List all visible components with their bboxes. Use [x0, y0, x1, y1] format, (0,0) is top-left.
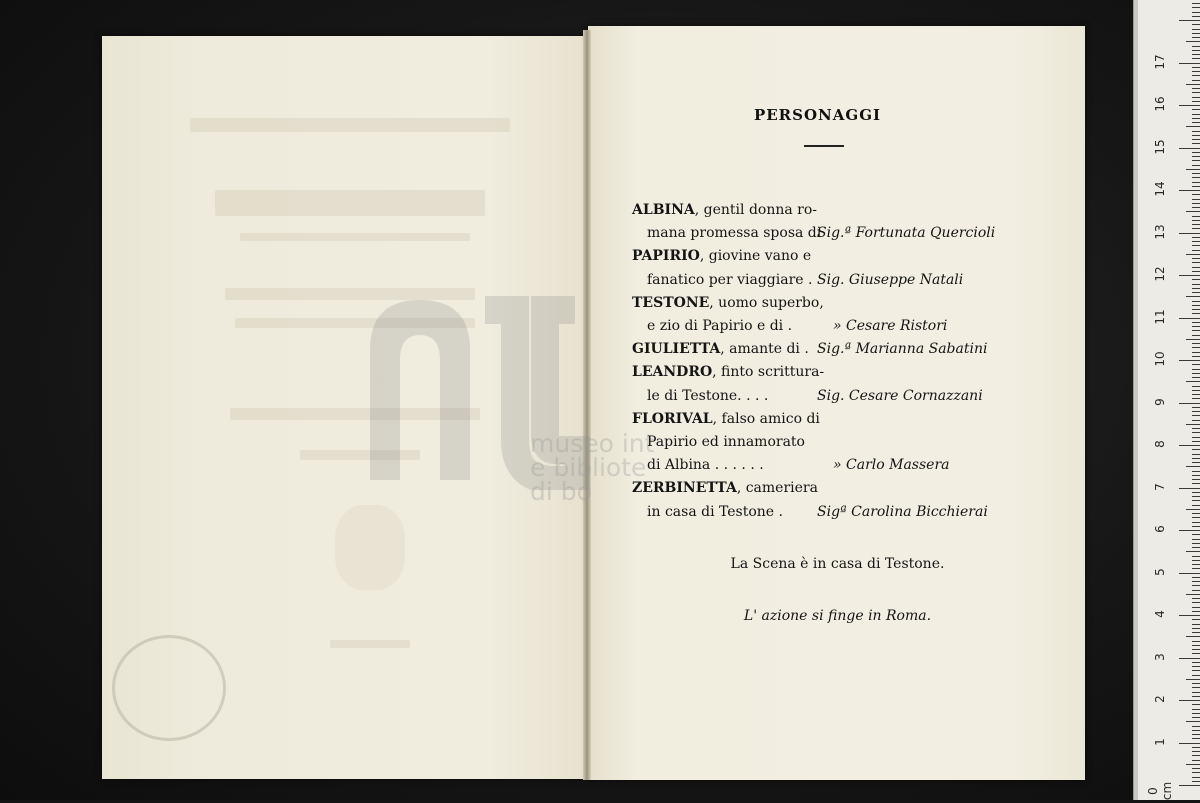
actor-name: Sigª Carolina Bicchierai [817, 503, 988, 520]
ruler-number: 5 [1153, 567, 1167, 576]
ruler-tick [1186, 381, 1200, 382]
ruler-tick [1192, 326, 1200, 327]
character-name: LEANDRO [632, 364, 713, 381]
ruler-tick [1179, 148, 1200, 149]
cast-character-line [647, 223, 821, 243]
ruler-tick [1192, 377, 1200, 378]
ruler-tick [1192, 598, 1200, 599]
cast-character-line [647, 270, 812, 290]
ruler-tick [1192, 109, 1200, 110]
ruler-tick [1192, 203, 1200, 204]
ruler-tick [1192, 347, 1200, 348]
ruler-tick [1192, 534, 1200, 535]
ruler-tick [1192, 352, 1200, 353]
setting-note: L' azione si finge in Roma. [743, 608, 932, 624]
ruler-tick [1192, 675, 1200, 676]
ruler-tick [1179, 530, 1200, 531]
ruler-tick [1192, 560, 1200, 561]
ruler-number: 14 [1153, 181, 1167, 197]
ruler-tick [1192, 75, 1200, 76]
ruler-tick [1192, 772, 1200, 773]
actor-name: » Carlo Massera [833, 457, 950, 474]
ruler-tick [1192, 522, 1200, 523]
ruler-tick [1192, 632, 1200, 633]
character-description: , gentil donna ro- [694, 202, 818, 218]
ruler-tick [1192, 556, 1200, 557]
ruler-number: 17 [1153, 53, 1167, 70]
ruler-tick [1192, 513, 1200, 514]
ruler-number: 2 [1153, 695, 1167, 703]
ruler-tick [1192, 428, 1200, 429]
ruler-tick [1192, 143, 1200, 144]
ruler-tick [1179, 20, 1200, 21]
ruler-tick [1192, 92, 1200, 93]
cast-character-line [632, 478, 818, 498]
ruler-tick [1192, 165, 1200, 166]
ruler-tick [1192, 649, 1200, 650]
ruler-tick [1192, 670, 1200, 671]
ruler-tick [1186, 84, 1200, 85]
ruler-tick [1192, 415, 1200, 416]
character-description: , falso amico di [712, 410, 820, 427]
ruler-number: 15 [1153, 138, 1167, 155]
ruler-tick [1192, 692, 1200, 693]
ruler-tick [1192, 237, 1200, 238]
ruler-tick [1186, 41, 1200, 42]
ruler-tick [1186, 424, 1200, 425]
ruler-tick [1179, 190, 1200, 191]
ruler-tick [1192, 330, 1200, 331]
ruler-tick [1192, 683, 1200, 684]
character-name: FLORIVAL [632, 410, 713, 427]
ruler-tick [1192, 619, 1200, 620]
ruler-tick [1192, 7, 1200, 8]
ruler-tick [1186, 594, 1200, 595]
ruler-tick [1192, 356, 1200, 357]
cast-character-line [647, 455, 764, 475]
ruler-tick [1192, 97, 1200, 98]
ruler-tick [1192, 12, 1200, 13]
ruler-tick [1192, 88, 1200, 89]
ruler-tick [1179, 63, 1200, 64]
character-name: GIULIETTA [632, 341, 721, 358]
ruler-number: 0 cm [1146, 781, 1174, 801]
ruler-tick [1192, 216, 1200, 217]
ruler-tick [1179, 105, 1200, 106]
ruler-tick [1192, 301, 1200, 302]
ruler-tick [1192, 267, 1200, 268]
ruler-tick [1192, 3, 1200, 4]
ruler-tick [1179, 318, 1200, 319]
ruler-tick [1192, 241, 1200, 242]
ruler-tick [1192, 37, 1200, 38]
ruler-tick [1192, 454, 1200, 455]
ruler-tick [1192, 547, 1200, 548]
ruler-number: 13 [1153, 223, 1167, 240]
ruler-tick [1192, 122, 1200, 123]
ruler-tick [1192, 755, 1200, 756]
ruler-tick [1192, 479, 1200, 480]
character-description: , finto scrittura- [712, 364, 825, 381]
ruler-tick [1192, 284, 1200, 285]
character-description: mana promessa sposa di [647, 225, 822, 242]
ruler-tick [1179, 658, 1200, 659]
ruler-tick [1192, 628, 1200, 629]
ruler-number: 3 [1153, 652, 1167, 661]
ruler-tick [1192, 666, 1200, 667]
ruler-tick [1192, 54, 1200, 55]
bleed-through-line [190, 118, 510, 132]
ruler-tick [1192, 492, 1200, 493]
ruler-tick [1192, 50, 1200, 51]
ruler-tick [1192, 194, 1200, 195]
character-description: , uomo superbo, [709, 294, 824, 311]
ruler-edge [1134, 0, 1138, 800]
ruler-tick [1192, 245, 1200, 246]
ruler-tick [1186, 636, 1200, 637]
ruler-tick [1192, 704, 1200, 705]
cast-character-line [632, 200, 817, 220]
ruler-tick [1192, 751, 1200, 752]
cast-character-line [632, 362, 824, 382]
character-name: ZERBINETTA [632, 480, 737, 497]
character-description: Papirio ed innamorato [647, 434, 805, 450]
ruler-tick [1192, 305, 1200, 306]
ruler-tick [1186, 509, 1200, 510]
ruler-tick [1192, 475, 1200, 476]
ruler-tick [1192, 687, 1200, 688]
ruler-tick [1192, 398, 1200, 399]
character-description: , giovine vano e [699, 248, 812, 265]
ruler-tick [1192, 585, 1200, 586]
ruler-tick [1192, 738, 1200, 739]
ruler-tick [1192, 526, 1200, 527]
ruler-tick [1192, 653, 1200, 654]
ruler-tick [1192, 734, 1200, 735]
ruler-tick [1192, 645, 1200, 646]
ruler-tick [1192, 730, 1200, 731]
ruler-tick [1192, 539, 1200, 540]
ruler-tick [1179, 275, 1200, 276]
ruler-tick [1186, 764, 1200, 765]
ruler-number: 6 [1153, 525, 1167, 533]
ruler-tick [1192, 449, 1200, 450]
cast-character-line [647, 316, 792, 336]
ruler-tick [1192, 607, 1200, 608]
ruler-tick [1192, 258, 1200, 259]
ruler-tick [1179, 615, 1200, 616]
ruler-tick [1192, 207, 1200, 208]
cast-character-line [632, 409, 820, 429]
ruler-tick [1192, 101, 1200, 102]
ruler-number: 16 [1153, 96, 1167, 112]
character-description: di Albina . . . . . . [647, 457, 764, 474]
ruler-tick [1192, 186, 1200, 187]
library-stamp [112, 635, 226, 741]
ruler-tick [1192, 182, 1200, 183]
ruler-tick [1192, 67, 1200, 68]
character-name: PAPIRIO [632, 248, 700, 265]
ruler-tick [1179, 445, 1200, 446]
ruler-tick [1192, 309, 1200, 310]
character-name: ALBINA [632, 202, 695, 218]
ruler-tick [1186, 339, 1200, 340]
ruler-tick [1192, 407, 1200, 408]
ruler-tick [1186, 254, 1200, 255]
ruler-tick [1192, 250, 1200, 251]
ruler-tick [1179, 573, 1200, 574]
ruler-tick [1192, 641, 1200, 642]
ruler-tick [1192, 581, 1200, 582]
ruler-tick [1192, 58, 1200, 59]
ruler-tick [1192, 568, 1200, 569]
ruler-number: 7 [1153, 482, 1167, 491]
ruler-tick [1192, 373, 1200, 374]
ruler-tick [1179, 488, 1200, 489]
measuring-ruler [1133, 0, 1200, 800]
ruler-tick [1192, 726, 1200, 727]
character-description: le di Testone. . . . [647, 387, 769, 404]
cast-character-line [632, 339, 809, 359]
watermark-line: e bibliote [530, 453, 647, 482]
ruler-tick [1192, 24, 1200, 25]
ruler-tick [1192, 709, 1200, 710]
watermark-line: di bo [530, 477, 592, 506]
ruler-tick [1179, 785, 1200, 786]
ruler-tick [1186, 466, 1200, 467]
ruler-tick [1179, 700, 1200, 701]
ruler-tick [1192, 29, 1200, 30]
bleed-through-line [240, 233, 470, 241]
bleed-through-emblem [335, 505, 405, 590]
actor-name: Sig.ª Fortunata Quercioli [817, 225, 996, 242]
ruler-tick [1192, 696, 1200, 697]
ruler-tick [1192, 288, 1200, 289]
ruler-tick [1192, 483, 1200, 484]
ruler-tick [1192, 224, 1200, 225]
ruler-tick [1192, 335, 1200, 336]
ruler-tick [1192, 390, 1200, 391]
ruler-tick [1192, 152, 1200, 153]
ruler-tick [1192, 33, 1200, 34]
ruler-tick [1192, 717, 1200, 718]
ruler-number: 8 [1153, 440, 1167, 448]
ruler-tick [1192, 386, 1200, 387]
ruler-tick [1192, 564, 1200, 565]
ruler-tick [1192, 135, 1200, 136]
actor-name: Sig. Giuseppe Natali [817, 271, 964, 288]
ruler-number: 10 [1153, 351, 1167, 367]
cast-character-line [632, 293, 824, 313]
ruler-tick [1186, 126, 1200, 127]
ruler-tick [1186, 169, 1200, 170]
actor-name: Sig. Cesare Cornazzani [817, 387, 983, 404]
cast-character-line [647, 502, 783, 522]
ruler-tick [1192, 590, 1200, 591]
ruler-tick [1192, 713, 1200, 714]
cast-character-line [632, 246, 811, 266]
ruler-tick [1192, 768, 1200, 769]
scene-note: La Scena è in casa di Testone. [730, 556, 945, 572]
ruler-number: 12 [1153, 266, 1167, 282]
ruler-tick [1192, 292, 1200, 293]
ruler-tick [1192, 220, 1200, 221]
ruler-tick [1192, 543, 1200, 544]
ruler-tick [1192, 462, 1200, 463]
actor-name: Sig.ª Marianna Sabatini [817, 341, 988, 358]
ruler-tick [1192, 46, 1200, 47]
ruler-tick [1192, 760, 1200, 761]
bleed-through-line [215, 190, 485, 216]
ruler-tick [1192, 411, 1200, 412]
cast-character-line [647, 432, 805, 452]
ruler-tick [1192, 517, 1200, 518]
ruler-tick [1192, 271, 1200, 272]
ruler-number: 9 [1153, 397, 1167, 406]
character-description: , amante di . [720, 341, 809, 358]
ruler-tick [1192, 177, 1200, 178]
watermark-line: museo int [530, 429, 655, 458]
cast-character-line [647, 386, 768, 406]
ruler-tick [1179, 360, 1200, 361]
bleed-through-line [330, 640, 410, 648]
ruler-tick [1192, 747, 1200, 748]
ruler-tick [1179, 233, 1200, 234]
page-title: PERSONAGGI [753, 106, 882, 124]
character-name: TESTONE [632, 294, 710, 311]
ruler-tick [1192, 432, 1200, 433]
character-description: , cameriera [736, 480, 818, 497]
ruler-tick [1192, 624, 1200, 625]
ruler-tick [1192, 262, 1200, 263]
ruler-tick [1192, 313, 1200, 314]
ruler-tick [1179, 403, 1200, 404]
ruler-tick [1192, 458, 1200, 459]
character-description: in casa di Testone . [647, 503, 783, 520]
ruler-tick [1192, 781, 1200, 782]
ruler-tick [1192, 322, 1200, 323]
ruler-tick [1179, 743, 1200, 744]
ruler-tick [1192, 343, 1200, 344]
ruler-tick [1192, 420, 1200, 421]
ruler-tick [1186, 721, 1200, 722]
ruler-number: 11 [1153, 308, 1167, 325]
character-description: fanatico per viaggiare . [647, 271, 813, 288]
character-description: e zio di Papirio e di . [647, 318, 793, 334]
ruler-tick [1192, 173, 1200, 174]
ruler-tick [1192, 577, 1200, 578]
ruler-tick [1192, 139, 1200, 140]
title-rule [804, 145, 844, 147]
ruler-tick [1192, 160, 1200, 161]
ruler-tick [1192, 16, 1200, 17]
ruler-tick [1192, 611, 1200, 612]
ruler-tick [1192, 602, 1200, 603]
ruler-tick [1192, 118, 1200, 119]
ruler-tick [1186, 551, 1200, 552]
ruler-tick [1192, 279, 1200, 280]
ruler-tick [1192, 199, 1200, 200]
ruler-tick [1192, 441, 1200, 442]
ruler-tick [1192, 500, 1200, 501]
ruler-tick [1186, 211, 1200, 212]
ruler-tick [1192, 662, 1200, 663]
ruler-tick [1192, 505, 1200, 506]
ruler-tick [1192, 471, 1200, 472]
ruler-tick [1192, 777, 1200, 778]
ruler-tick [1192, 80, 1200, 81]
ruler-tick [1186, 296, 1200, 297]
ruler-tick [1192, 364, 1200, 365]
ruler-tick [1192, 156, 1200, 157]
ruler-tick [1192, 496, 1200, 497]
ruler-tick [1186, 679, 1200, 680]
ruler-tick [1192, 394, 1200, 395]
ruler-tick [1192, 131, 1200, 132]
ruler-number: 1 [1153, 737, 1167, 746]
ruler-tick [1192, 71, 1200, 72]
actor-name: » Cesare Ristori [833, 318, 948, 334]
ruler-tick [1192, 114, 1200, 115]
ruler-number: 4 [1153, 610, 1167, 618]
ruler-tick [1192, 369, 1200, 370]
ruler-tick [1192, 228, 1200, 229]
ruler-tick [1192, 437, 1200, 438]
